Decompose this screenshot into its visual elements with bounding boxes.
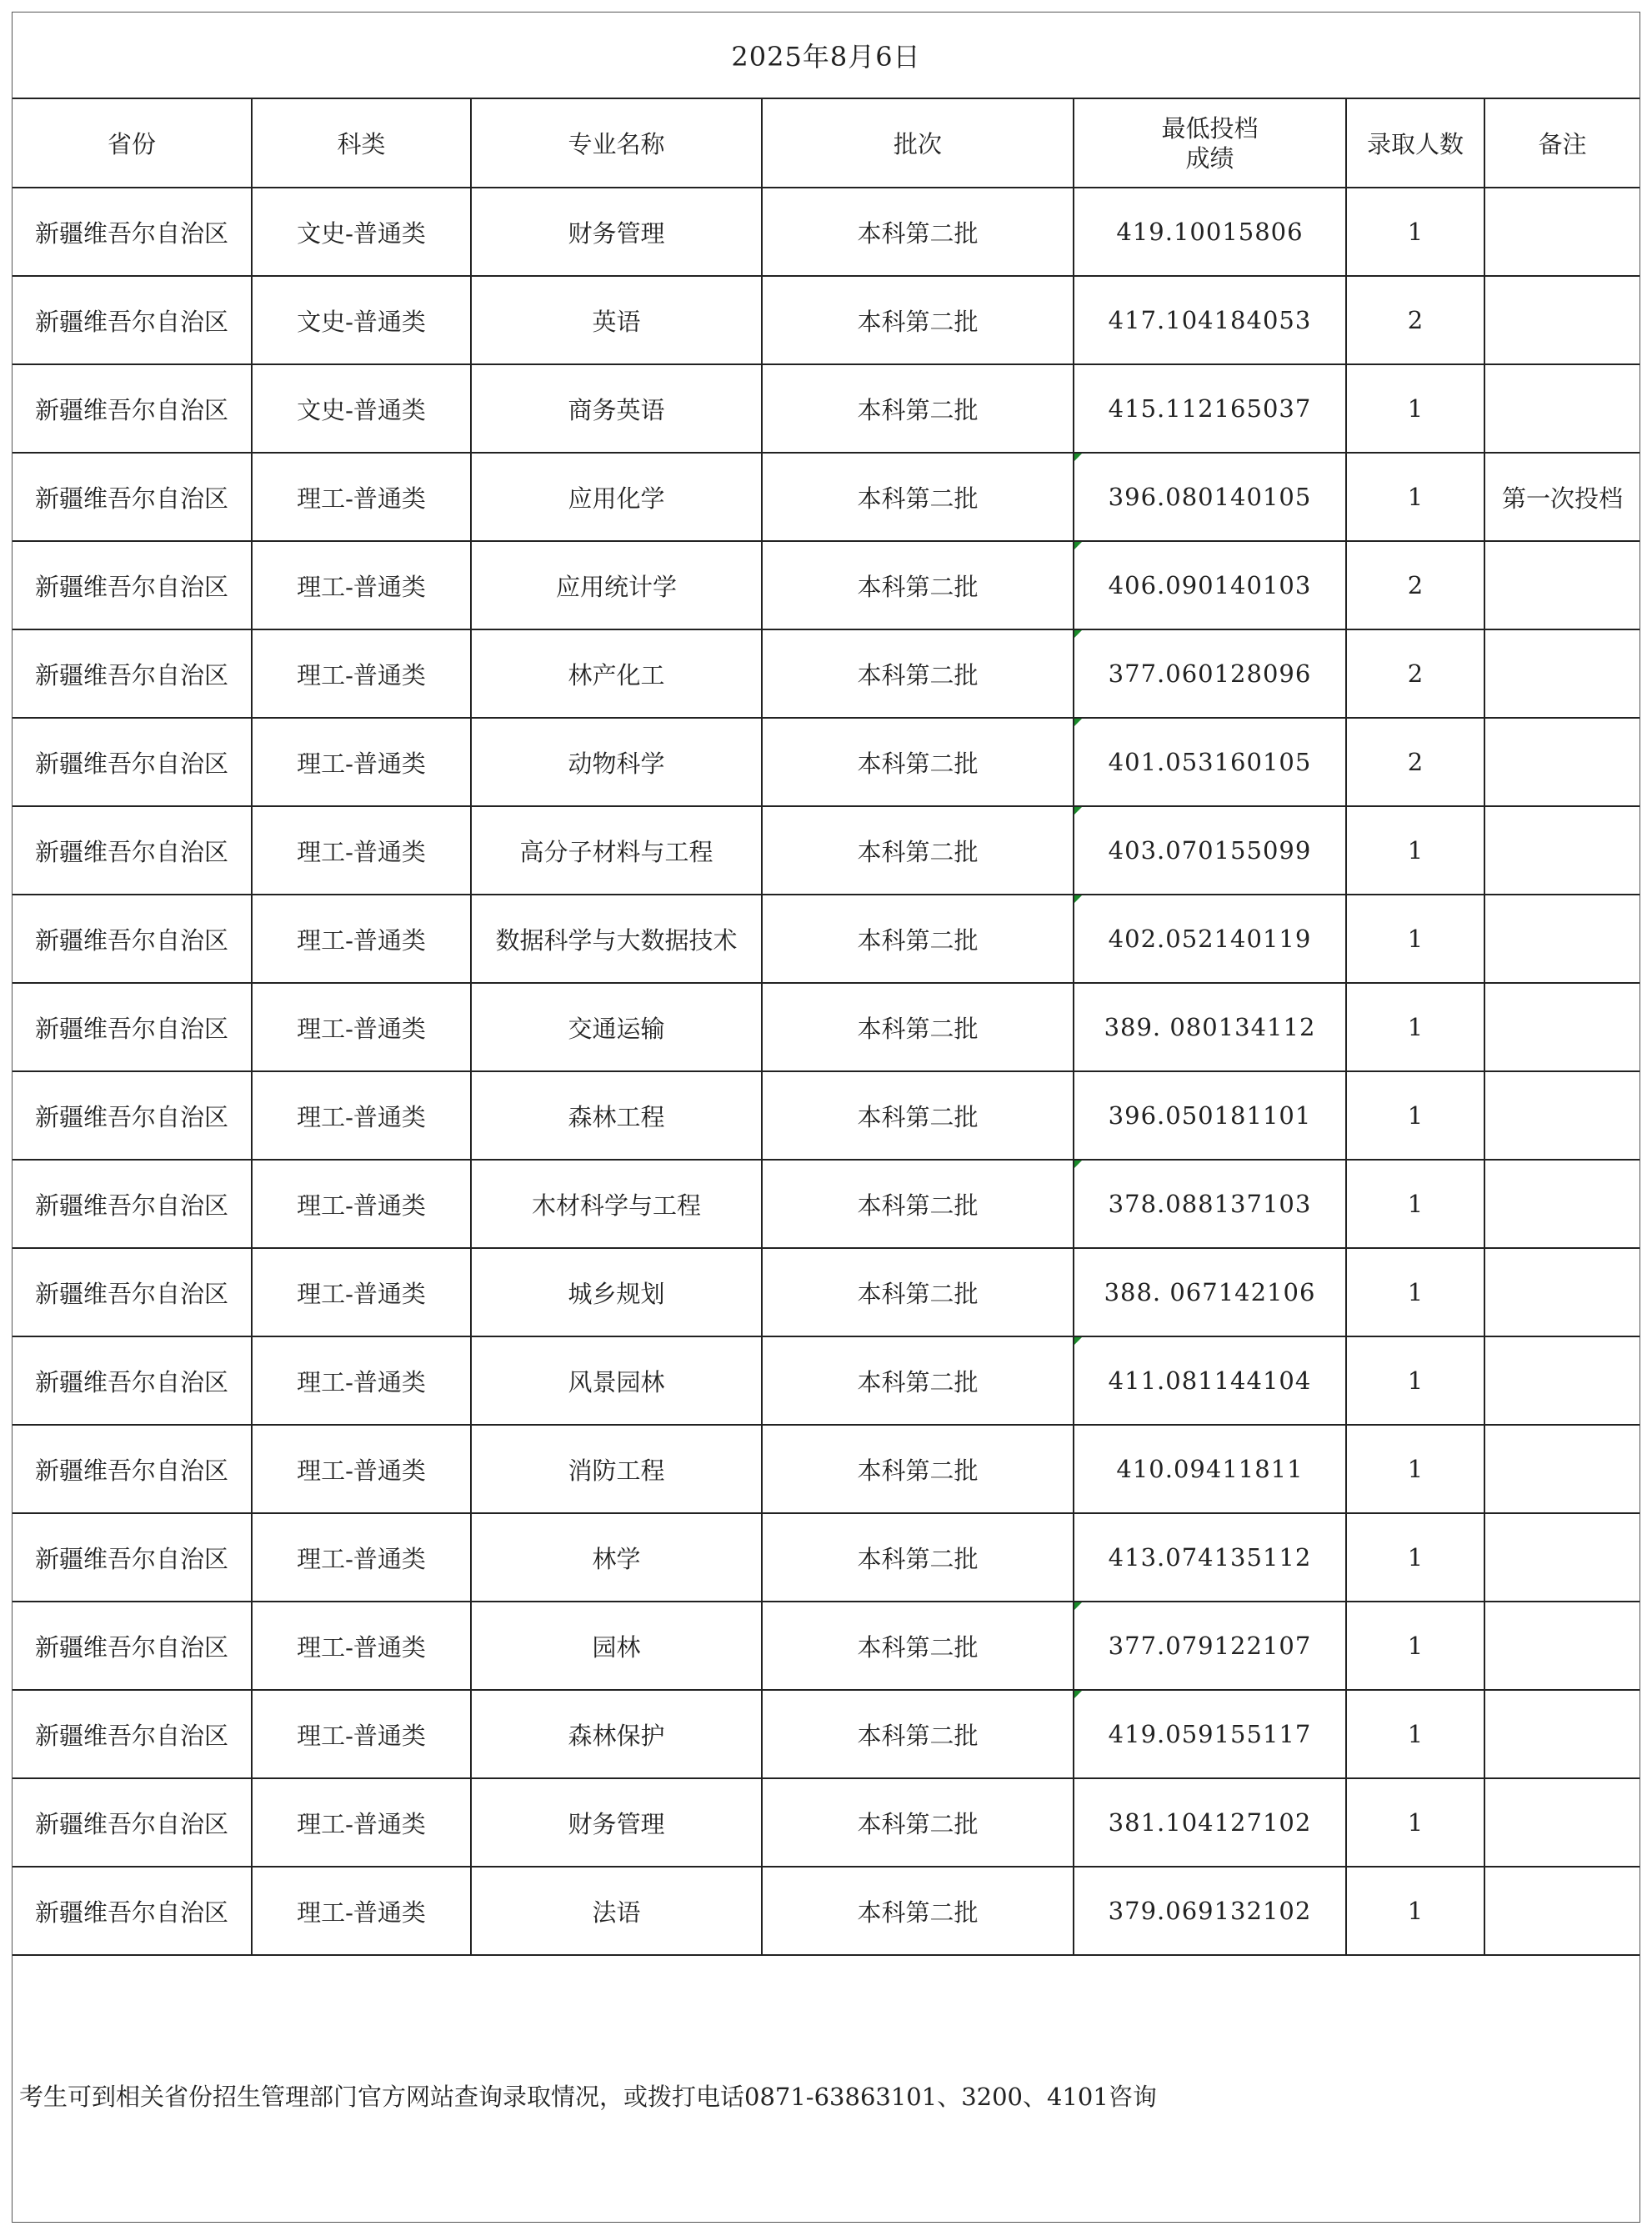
score-text: 401.053160105 bbox=[1108, 748, 1312, 776]
cell-category: 文史-普通类 bbox=[252, 276, 471, 364]
comment-marker-icon bbox=[1074, 454, 1082, 461]
score-text: 377.079122107 bbox=[1108, 1632, 1312, 1660]
score-text: 381.104127102 bbox=[1108, 1808, 1312, 1837]
cell-province: 新疆维吾尔自治区 bbox=[13, 983, 252, 1071]
cell-batch: 本科第二批 bbox=[762, 1602, 1074, 1690]
cell-major: 交通运输 bbox=[471, 983, 762, 1071]
cell-category: 理工-普通类 bbox=[252, 983, 471, 1071]
cell-category: 理工-普通类 bbox=[252, 718, 471, 806]
score-text: 410.09411811 bbox=[1116, 1455, 1304, 1483]
cell-major: 动物科学 bbox=[471, 718, 762, 806]
cell-note bbox=[1484, 718, 1639, 806]
cell-province: 新疆维吾尔自治区 bbox=[13, 541, 252, 629]
comment-marker-icon bbox=[1074, 1602, 1082, 1610]
header-category: 科类 bbox=[252, 99, 471, 188]
cell-category: 理工-普通类 bbox=[252, 541, 471, 629]
cell-batch: 本科第二批 bbox=[762, 1336, 1074, 1425]
score-text: 415.112165037 bbox=[1108, 394, 1312, 423]
cell-count: 1 bbox=[1346, 1513, 1484, 1602]
cell-batch: 本科第二批 bbox=[762, 1867, 1074, 1955]
cell-province: 新疆维吾尔自治区 bbox=[13, 895, 252, 983]
cell-category: 理工-普通类 bbox=[252, 1425, 471, 1513]
comment-marker-icon bbox=[1074, 1691, 1082, 1698]
cell-category: 理工-普通类 bbox=[252, 1160, 471, 1248]
score-text: 413.074135112 bbox=[1108, 1543, 1312, 1572]
cell-province: 新疆维吾尔自治区 bbox=[13, 1160, 252, 1248]
cell-note bbox=[1484, 364, 1639, 453]
cell-major: 木材科学与工程 bbox=[471, 1160, 762, 1248]
cell-category: 理工-普通类 bbox=[252, 1336, 471, 1425]
cell-category: 理工-普通类 bbox=[252, 1778, 471, 1867]
table-row bbox=[13, 1425, 1639, 1513]
date-text: 2025年8月6日 bbox=[731, 41, 921, 73]
cell-count: 1 bbox=[1346, 1071, 1484, 1160]
cell-note bbox=[1484, 1690, 1639, 1778]
cell-major: 财务管理 bbox=[471, 1778, 762, 1867]
cell-score bbox=[1074, 629, 1346, 718]
cell-score bbox=[1074, 1248, 1346, 1336]
score-text: 411.081144104 bbox=[1108, 1366, 1312, 1395]
score-text: 406.090140103 bbox=[1108, 571, 1312, 599]
cell-note bbox=[1484, 1071, 1639, 1160]
cell-note bbox=[1484, 983, 1639, 1071]
cell-province: 新疆维吾尔自治区 bbox=[13, 364, 252, 453]
header-score-line2: 成绩 bbox=[1185, 143, 1234, 173]
score-text: 396.080140105 bbox=[1108, 483, 1312, 511]
cell-major: 森林保护 bbox=[471, 1690, 762, 1778]
table-row bbox=[13, 983, 1639, 1071]
score-text: 403.070155099 bbox=[1108, 836, 1312, 865]
cell-count: 1 bbox=[1346, 364, 1484, 453]
cell-note: 第一次投档 bbox=[1484, 453, 1639, 541]
cell-province: 新疆维吾尔自治区 bbox=[13, 718, 252, 806]
cell-batch: 本科第二批 bbox=[762, 541, 1074, 629]
cell-count: 2 bbox=[1346, 276, 1484, 364]
cell-note bbox=[1484, 276, 1639, 364]
table-row bbox=[13, 1248, 1639, 1336]
cell-score bbox=[1074, 1867, 1346, 1955]
cell-score bbox=[1074, 1513, 1346, 1602]
table-row bbox=[13, 1602, 1639, 1690]
cell-note bbox=[1484, 1513, 1639, 1602]
cell-score bbox=[1074, 806, 1346, 895]
cell-major: 园林 bbox=[471, 1602, 762, 1690]
cell-batch: 本科第二批 bbox=[762, 276, 1074, 364]
cell-category: 理工-普通类 bbox=[252, 1602, 471, 1690]
cell-score bbox=[1074, 364, 1346, 453]
cell-score bbox=[1074, 1690, 1346, 1778]
score-text: 379.069132102 bbox=[1108, 1897, 1312, 1925]
table-row bbox=[13, 1690, 1639, 1778]
cell-major: 商务英语 bbox=[471, 364, 762, 453]
date-title bbox=[13, 13, 1639, 99]
header-province: 省份 bbox=[13, 99, 252, 188]
cell-count: 1 bbox=[1346, 1248, 1484, 1336]
cell-major: 高分子材料与工程 bbox=[471, 806, 762, 895]
cell-note bbox=[1484, 1248, 1639, 1336]
cell-category: 理工-普通类 bbox=[252, 1690, 471, 1778]
table-row bbox=[13, 718, 1639, 806]
cell-score bbox=[1074, 1425, 1346, 1513]
cell-batch: 本科第二批 bbox=[762, 718, 1074, 806]
cell-province: 新疆维吾尔自治区 bbox=[13, 806, 252, 895]
comment-marker-icon bbox=[1074, 1337, 1082, 1345]
cell-score bbox=[1074, 541, 1346, 629]
cell-major: 法语 bbox=[471, 1867, 762, 1955]
header-min-score bbox=[1074, 99, 1346, 188]
cell-batch: 本科第二批 bbox=[762, 1425, 1074, 1513]
cell-province: 新疆维吾尔自治区 bbox=[13, 1778, 252, 1867]
comment-marker-icon bbox=[1074, 1161, 1082, 1168]
score-text: 388. 067142106 bbox=[1104, 1278, 1316, 1306]
cell-score bbox=[1074, 276, 1346, 364]
cell-batch: 本科第二批 bbox=[762, 895, 1074, 983]
cell-category: 理工-普通类 bbox=[252, 1513, 471, 1602]
cell-batch: 本科第二批 bbox=[762, 1071, 1074, 1160]
cell-note bbox=[1484, 1867, 1639, 1955]
cell-category: 理工-普通类 bbox=[252, 629, 471, 718]
score-text: 419.059155117 bbox=[1108, 1720, 1312, 1748]
cell-count: 1 bbox=[1346, 806, 1484, 895]
cell-major: 森林工程 bbox=[471, 1071, 762, 1160]
cell-province: 新疆维吾尔自治区 bbox=[13, 188, 252, 276]
cell-note bbox=[1484, 188, 1639, 276]
table-row bbox=[13, 453, 1639, 541]
cell-score bbox=[1074, 1071, 1346, 1160]
cell-score bbox=[1074, 983, 1346, 1071]
cell-count: 2 bbox=[1346, 541, 1484, 629]
cell-note bbox=[1484, 1160, 1639, 1248]
cell-major: 城乡规划 bbox=[471, 1248, 762, 1336]
cell-major: 林产化工 bbox=[471, 629, 762, 718]
cell-score bbox=[1074, 1602, 1346, 1690]
table-row bbox=[13, 1513, 1639, 1602]
cell-province: 新疆维吾尔自治区 bbox=[13, 1690, 252, 1778]
cell-category: 文史-普通类 bbox=[252, 188, 471, 276]
cell-count: 1 bbox=[1346, 983, 1484, 1071]
footer-note: 考生可到相关省份招生管理部门官方网站查询录取情况，或拨打电话0871-63863101、3200、4101咨询 bbox=[19, 2083, 1157, 2111]
cell-province: 新疆维吾尔自治区 bbox=[13, 276, 252, 364]
cell-province: 新疆维吾尔自治区 bbox=[13, 1867, 252, 1955]
cell-count: 1 bbox=[1346, 1336, 1484, 1425]
cell-batch: 本科第二批 bbox=[762, 806, 1074, 895]
table-row bbox=[13, 541, 1639, 629]
score-text: 378.088137103 bbox=[1108, 1190, 1312, 1218]
comment-marker-icon bbox=[1074, 719, 1082, 726]
cell-major: 应用统计学 bbox=[471, 541, 762, 629]
cell-province: 新疆维吾尔自治区 bbox=[13, 1602, 252, 1690]
cell-note bbox=[1484, 1602, 1639, 1690]
admission-table bbox=[13, 99, 1639, 1956]
cell-category: 理工-普通类 bbox=[252, 1248, 471, 1336]
cell-count: 1 bbox=[1346, 188, 1484, 276]
cell-note bbox=[1484, 541, 1639, 629]
cell-score bbox=[1074, 453, 1346, 541]
header-note: 备注 bbox=[1484, 99, 1639, 188]
table-row bbox=[13, 1336, 1639, 1425]
admission-sheet bbox=[12, 12, 1640, 2223]
cell-batch: 本科第二批 bbox=[762, 983, 1074, 1071]
cell-batch: 本科第二批 bbox=[762, 1778, 1074, 1867]
cell-category: 理工-普通类 bbox=[252, 1071, 471, 1160]
table-row bbox=[13, 1867, 1639, 1955]
score-text: 419.10015806 bbox=[1116, 218, 1304, 246]
comment-marker-icon bbox=[1074, 542, 1082, 549]
cell-category: 理工-普通类 bbox=[252, 895, 471, 983]
cell-note bbox=[1484, 895, 1639, 983]
cell-note bbox=[1484, 1778, 1639, 1867]
score-text: 417.104184053 bbox=[1108, 306, 1312, 334]
cell-batch: 本科第二批 bbox=[762, 1160, 1074, 1248]
cell-major: 风景园林 bbox=[471, 1336, 762, 1425]
cell-province: 新疆维吾尔自治区 bbox=[13, 453, 252, 541]
header-count: 录取人数 bbox=[1346, 99, 1484, 188]
cell-major: 消防工程 bbox=[471, 1425, 762, 1513]
cell-note bbox=[1484, 629, 1639, 718]
cell-major: 数据科学与大数据技术 bbox=[471, 895, 762, 983]
header-row bbox=[13, 99, 1639, 188]
table-row bbox=[13, 276, 1639, 364]
cell-score bbox=[1074, 1336, 1346, 1425]
score-text: 402.052140119 bbox=[1108, 925, 1312, 953]
cell-province: 新疆维吾尔自治区 bbox=[13, 1513, 252, 1602]
table-row bbox=[13, 188, 1639, 276]
cell-batch: 本科第二批 bbox=[762, 1690, 1074, 1778]
header-batch: 批次 bbox=[762, 99, 1074, 188]
cell-count: 1 bbox=[1346, 1160, 1484, 1248]
header-score-line1: 最低投档 bbox=[1161, 113, 1259, 143]
header-major: 专业名称 bbox=[471, 99, 762, 188]
cell-score bbox=[1074, 1778, 1346, 1867]
cell-score bbox=[1074, 718, 1346, 806]
cell-batch: 本科第二批 bbox=[762, 188, 1074, 276]
cell-score bbox=[1074, 895, 1346, 983]
score-text: 396.050181101 bbox=[1108, 1101, 1312, 1130]
cell-score bbox=[1074, 188, 1346, 276]
cell-category: 理工-普通类 bbox=[252, 453, 471, 541]
cell-batch: 本科第二批 bbox=[762, 629, 1074, 718]
cell-note bbox=[1484, 806, 1639, 895]
cell-category: 理工-普通类 bbox=[252, 1867, 471, 1955]
cell-category: 文史-普通类 bbox=[252, 364, 471, 453]
cell-major: 财务管理 bbox=[471, 188, 762, 276]
cell-count: 1 bbox=[1346, 895, 1484, 983]
cell-note bbox=[1484, 1425, 1639, 1513]
cell-count: 1 bbox=[1346, 1602, 1484, 1690]
table-row bbox=[13, 1160, 1639, 1248]
cell-major: 应用化学 bbox=[471, 453, 762, 541]
cell-count: 2 bbox=[1346, 718, 1484, 806]
cell-province: 新疆维吾尔自治区 bbox=[13, 1248, 252, 1336]
cell-batch: 本科第二批 bbox=[762, 364, 1074, 453]
cell-count: 2 bbox=[1346, 629, 1484, 718]
table-row bbox=[13, 1071, 1639, 1160]
cell-major: 林学 bbox=[471, 1513, 762, 1602]
cell-count: 1 bbox=[1346, 1425, 1484, 1513]
cell-count: 1 bbox=[1346, 453, 1484, 541]
cell-note bbox=[1484, 1336, 1639, 1425]
cell-batch: 本科第二批 bbox=[762, 1513, 1074, 1602]
table-row bbox=[13, 629, 1639, 718]
cell-batch: 本科第二批 bbox=[762, 1248, 1074, 1336]
cell-count: 1 bbox=[1346, 1690, 1484, 1778]
cell-province: 新疆维吾尔自治区 bbox=[13, 1336, 252, 1425]
comment-marker-icon bbox=[1074, 630, 1082, 638]
table-row bbox=[13, 895, 1639, 983]
table-row bbox=[13, 1778, 1639, 1867]
cell-province: 新疆维吾尔自治区 bbox=[13, 629, 252, 718]
cell-count: 1 bbox=[1346, 1867, 1484, 1955]
table-row bbox=[13, 806, 1639, 895]
cell-category: 理工-普通类 bbox=[252, 806, 471, 895]
cell-score bbox=[1074, 1160, 1346, 1248]
comment-marker-icon bbox=[1074, 807, 1082, 815]
cell-count: 1 bbox=[1346, 1778, 1484, 1867]
score-text: 377.060128096 bbox=[1108, 659, 1312, 688]
cell-batch: 本科第二批 bbox=[762, 453, 1074, 541]
cell-province: 新疆维吾尔自治区 bbox=[13, 1071, 252, 1160]
comment-marker-icon bbox=[1074, 895, 1082, 903]
table-body bbox=[13, 188, 1639, 1955]
score-text: 389. 080134112 bbox=[1104, 1013, 1316, 1041]
table-row bbox=[13, 364, 1639, 453]
cell-province: 新疆维吾尔自治区 bbox=[13, 1425, 252, 1513]
cell-major: 英语 bbox=[471, 276, 762, 364]
